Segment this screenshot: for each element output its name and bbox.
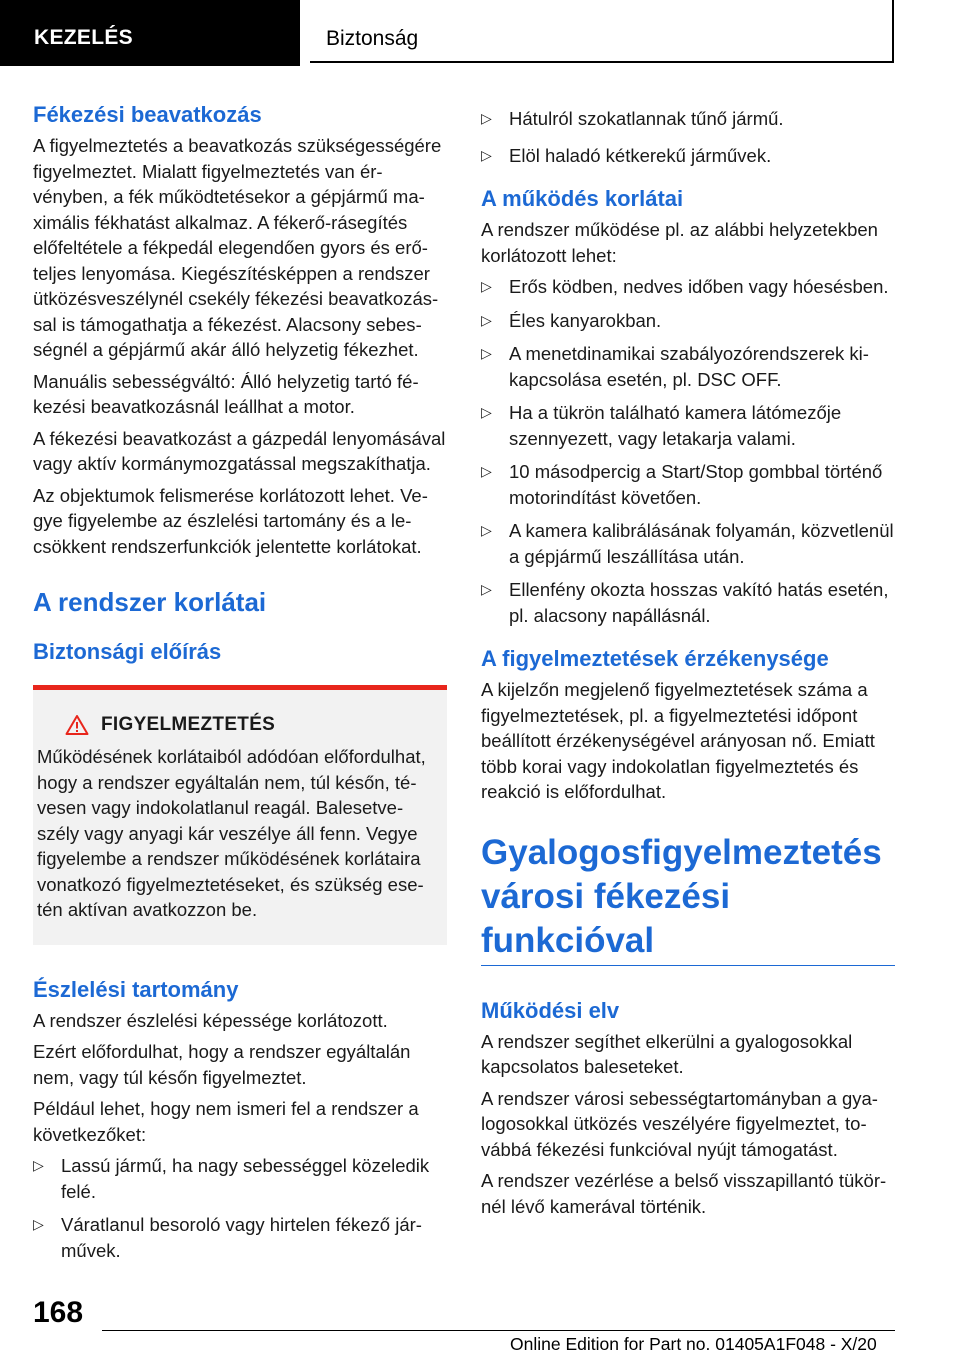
triangle-bullet-icon: ▷	[481, 522, 492, 538]
heading-fekezesi-beavatkozas: Fékezési beavatkozás	[33, 102, 262, 127]
triangle-bullet-icon: ▷	[481, 581, 492, 597]
footer-divider	[102, 1330, 895, 1331]
list-item	[481, 400, 895, 451]
list-item	[481, 459, 895, 510]
paragraph: A rendszer vezérlése a belső visszapillantó tükörnél lévő kamerával történik.	[481, 1170, 887, 1217]
list-item	[33, 1212, 447, 1263]
left-column	[33, 100, 447, 1271]
list-item	[481, 143, 895, 169]
heading-mukodes-korlatai: A működés korlátai	[481, 186, 684, 211]
list-item-text: Ellenfény okozta hosszas vakító hatás esetén, pl. alacsony napállásnál.	[509, 579, 889, 626]
list-item-text: Erős ködben, nedves időben vagy hóesésben.	[509, 276, 889, 297]
list-item	[481, 274, 895, 300]
list-item-text: Lassú jármű, ha nagy sebességgel közeledik felé.	[61, 1155, 430, 1202]
paragraph: A fékezési beavatkozást a gázpedál lenyomásával vagy aktív kormánymozgatással megszakíthatja.	[33, 427, 446, 474]
list-item-text: Váratlanul besoroló vagy hirtelen fékező járművek.	[61, 1214, 422, 1261]
list-item-text: A kamera kalibrálásának folyamán, közvetlenül a gépjármű leszállítása után.	[509, 520, 894, 567]
paragraph: A figyelmeztetés a beavatkozás szükségességére figyelmeztet. Mialatt figyelmeztetés van érvényben, a fék működtetésekor a gépjármű maximális fékhatást alkalmaz. A fékerő-rásegítés előfeltétele a fékpedál elegendően gyors és erőteljes lenyomása. Kiegészítésképpen a rendszer ütközésveszélynél csekély fékezési beavatkozással is támogathatja a fékezést. Alacsony sebességnél a gépjármű akár álló helyzetig fékezhet.	[33, 135, 442, 360]
list-item-text: 10 másodpercig a Start/Stop gombbal történő motorindítást követően.	[509, 461, 883, 508]
header-section-tab	[0, 0, 300, 66]
detection-list	[33, 1153, 447, 1263]
right-column	[481, 100, 895, 1225]
heading-gyalogos-rule	[481, 831, 895, 966]
list-item	[481, 106, 895, 132]
heading-mukodesi-elv: Működési elv	[481, 997, 620, 1023]
list-item-text: A menetdinamikai szabályozórendszerek kikapcsolása esetén, pl. DSC OFF.	[509, 343, 869, 390]
triangle-bullet-icon: ▷	[33, 1157, 44, 1173]
triangle-bullet-icon: ▷	[481, 404, 492, 420]
list-item-text: Ha a tükrön található kamera látómezője szennyezett, vagy letakarja valami.	[509, 402, 842, 449]
heading-gyalogosfigyelmeztetes: Gyalogosfigyelmeztetés városi fékezési funkcióval	[481, 832, 882, 960]
header-chapter-label: Biztonság	[326, 27, 419, 50]
list-item	[481, 308, 895, 334]
paragraph: Például lehet, hogy nem ismeri fel a rendszer a következőket:	[33, 1098, 419, 1145]
paragraph: A rendszer észlelési képessége korlátozott.	[33, 1009, 388, 1031]
paragraph: A rendszer városi sebességtartományban a gyalogosokkal ütközés veszélyére figyelmeztet, továbbá fékezési funkcióval nyújt támogatást.	[481, 1087, 878, 1160]
triangle-bullet-icon: ▷	[481, 311, 492, 328]
triangle-bullet-icon: ▷	[481, 463, 492, 479]
warning-header	[65, 714, 437, 736]
paragraph: Ezért előfordulhat, hogy a rendszer egyáltalán nem, vagy túl későn figyelmeztet.	[33, 1041, 411, 1088]
triangle-bullet-icon: ▷	[481, 110, 492, 126]
list-item	[481, 577, 895, 628]
heading-biztonsagi-eloiras: Biztonsági előírás	[33, 639, 222, 664]
paragraph: A kijelzőn megjelenő figyelmeztetések száma a figyelmeztetések, pl. a figyelmeztetési időpont beállított érzékenységével arányosan nő. Emiatt több korai vagy indokolatlan figyelmeztetés és reakció is előfordulhat.	[481, 679, 875, 802]
paragraph: Az objektumok felismerése korlátozott lehet. Vegye figyelembe az észlelési tartomány és a lecsökkent rendszerfunkciók jelentette korlátokat.	[33, 484, 428, 557]
list-item-text: Hátulról szokatlannak tűnő jármű.	[509, 108, 784, 129]
header-chapter-box	[310, 0, 894, 63]
header-section-label: KEZELÉS	[34, 26, 133, 49]
paragraph: A rendszer működése pl. az alábbi helyzetekben korlátozott lehet:	[481, 219, 878, 266]
list-item	[481, 341, 895, 392]
heading-rendszer-korlatai: A rendszer korlátai	[33, 587, 267, 617]
triangle-bullet-icon: ▷	[33, 1216, 44, 1232]
limitations-list	[481, 274, 895, 628]
heading-eszlelesi-tartomany: Észlelési tartomány	[33, 976, 239, 1002]
paragraph: Manuális sebességváltó: Álló helyzetig tartó fékezési beavatkozásnál leállhat a motor.	[33, 370, 419, 417]
heading-figyelmeztetesek-erzekenysege: A figyelmeztetések érzékenysége	[481, 646, 829, 671]
page-number: 168	[33, 1296, 84, 1329]
list-item-text: Elöl haladó kétkerekű járművek.	[509, 144, 772, 166]
paragraph: A rendszer segíthet elkerülni a gyalogosokkal kapcsolatos baleseteket.	[481, 1030, 853, 1077]
warning-text: Működésének korlátaiból adódóan előfordulhat, hogy a rendszer egyáltalán nem, túl későn, tévesen vagy indokolatlanul reagál. Balesetveszély vagy anyagi kár veszélye áll fenn. Vegye figyelembe a rendszer működésének korlátaira vonatkozó figyelmeztetéseket, és szükség esetén aktívan avatkozzon be.	[37, 746, 426, 920]
triangle-bullet-icon: ▷	[481, 345, 492, 361]
warning-title: FIGYELMEZTETÉS	[101, 714, 276, 735]
list-item-text: Éles kanyarokban.	[509, 309, 662, 331]
detection-list-continued	[481, 106, 895, 168]
footer-edition-text: Online Edition for Part no. 01405A1F048 - X/20	[510, 1334, 877, 1354]
triangle-bullet-icon: ▷	[481, 278, 492, 294]
list-item	[33, 1153, 447, 1204]
triangle-bullet-icon: ▷	[481, 146, 492, 163]
warning-box	[33, 685, 447, 945]
warning-triangle-icon	[65, 714, 89, 736]
list-item	[481, 518, 895, 569]
